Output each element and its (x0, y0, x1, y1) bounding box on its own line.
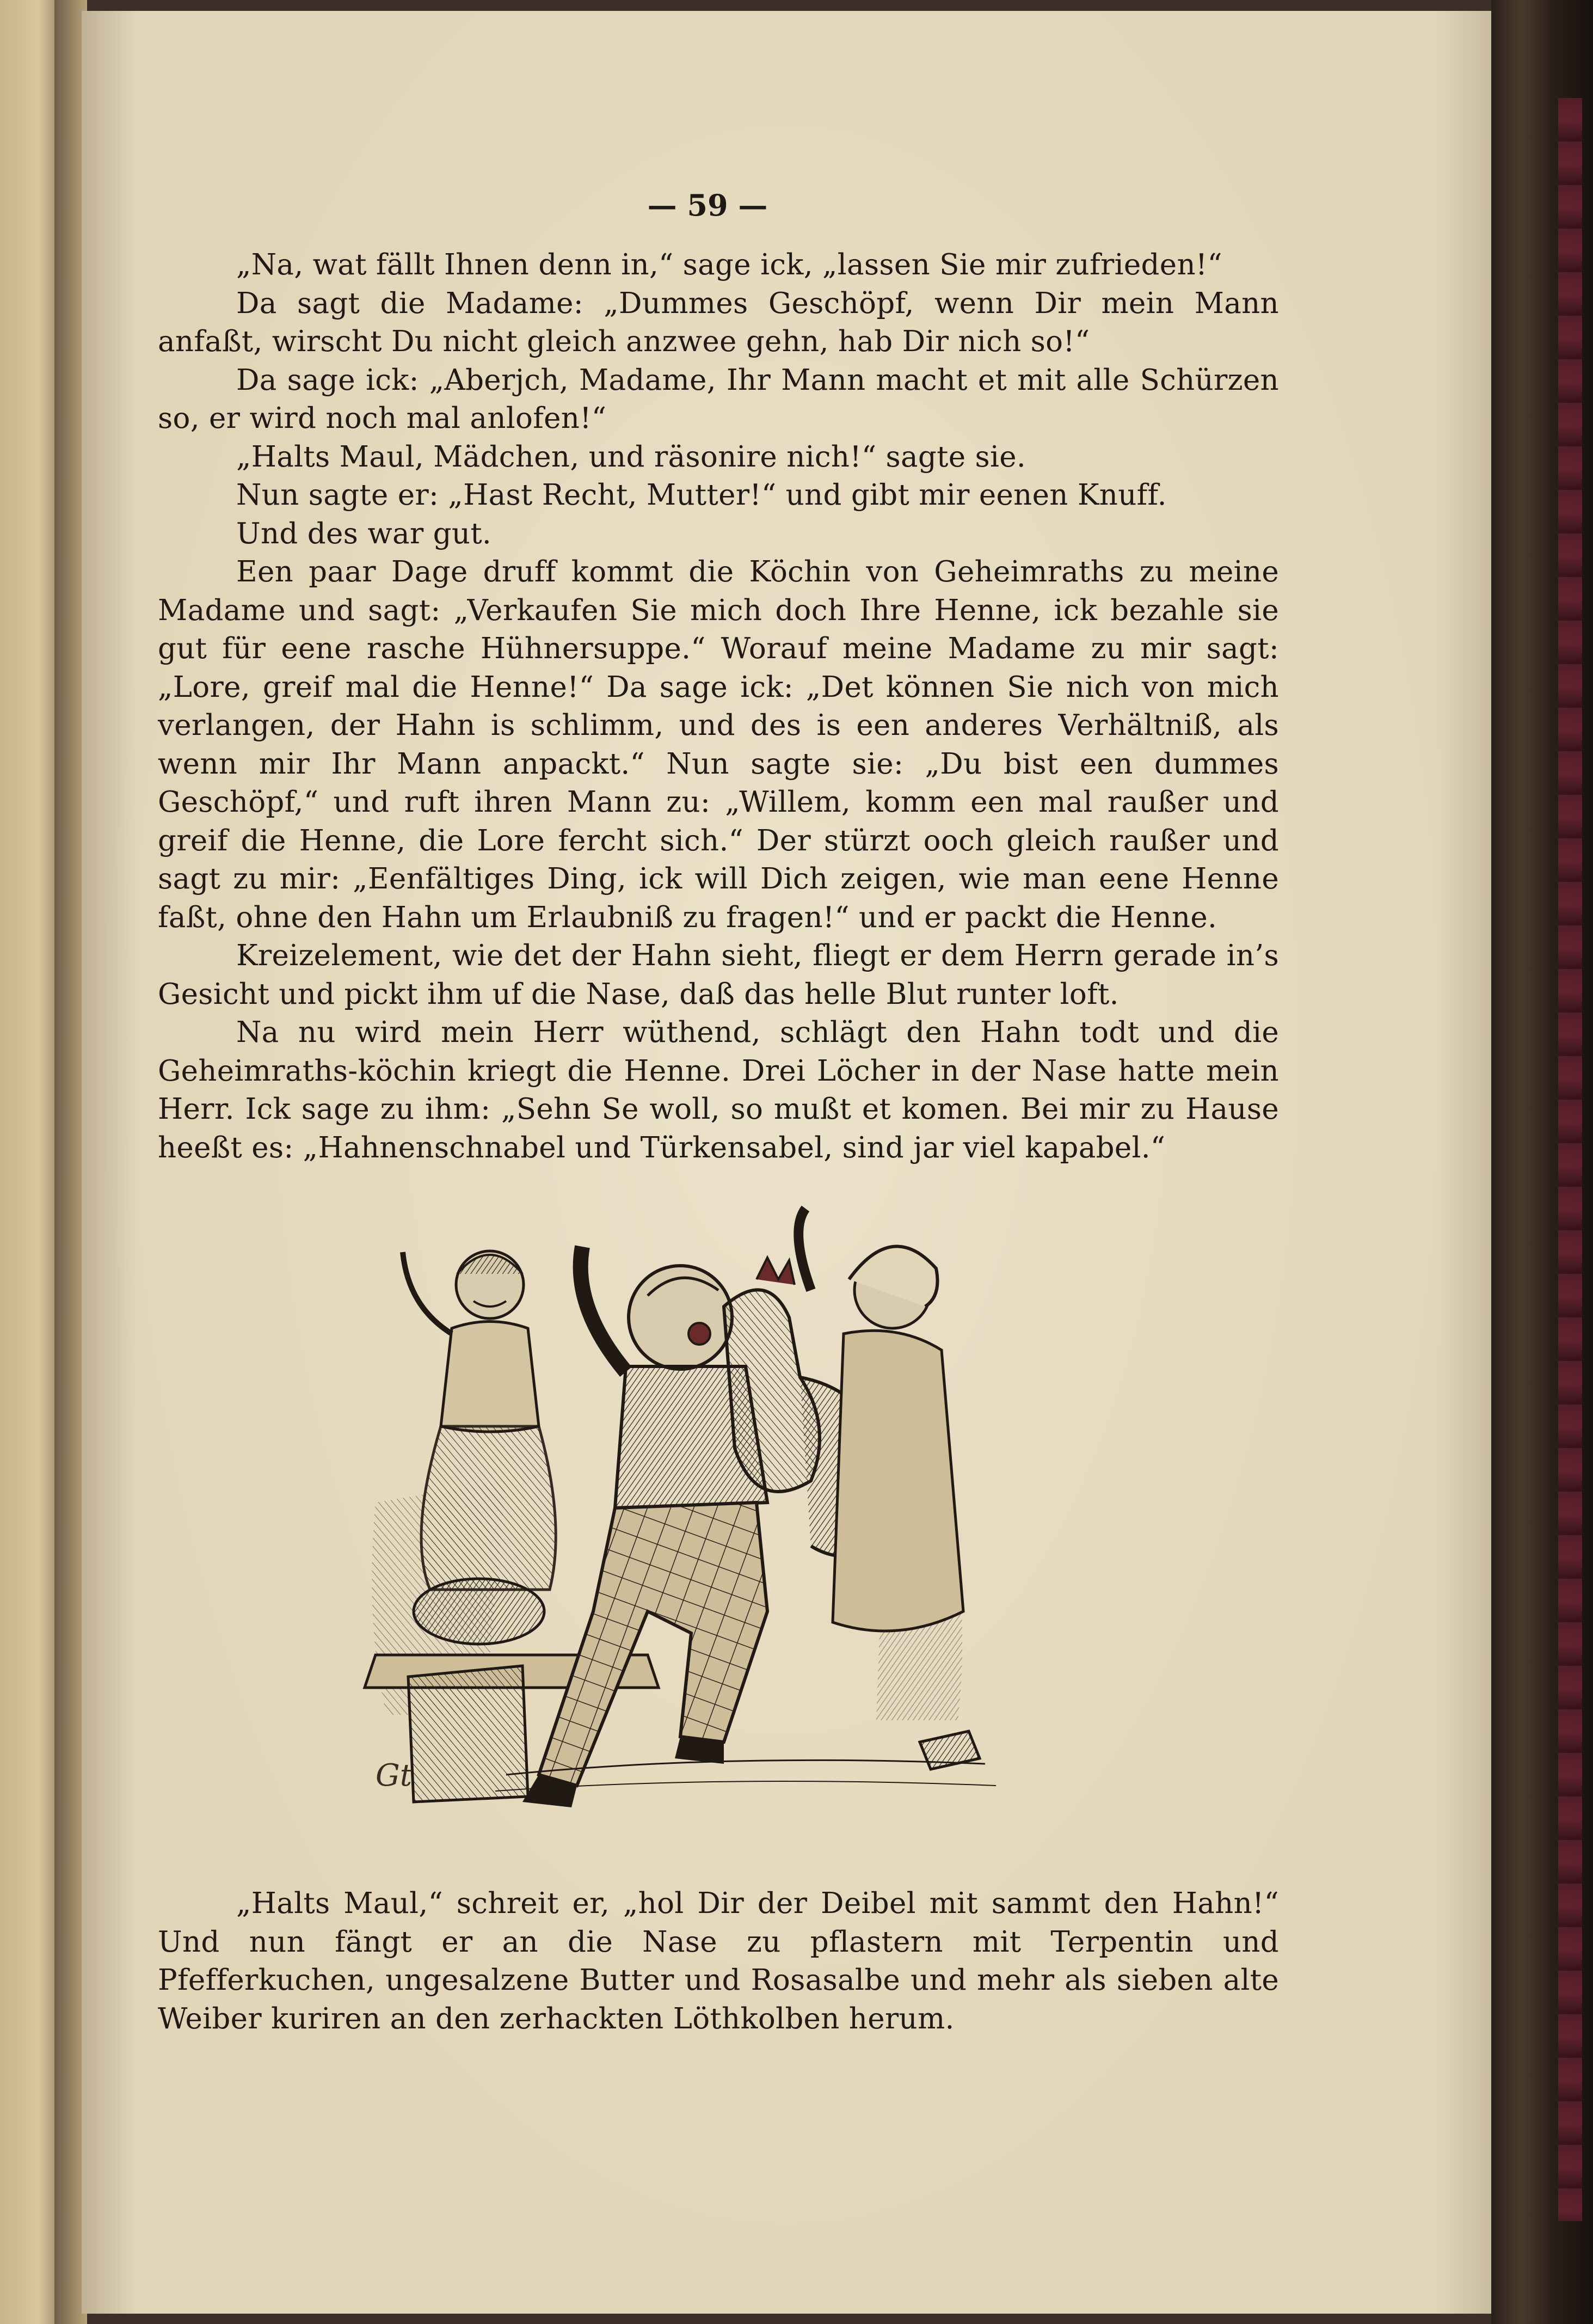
engraving-illustration (343, 1198, 1094, 1813)
text-block-top (158, 246, 1279, 1167)
paragraph: Nun sagte er: „Hast Recht, Mutter!“ und gibt mir eenen Knuff. (236, 479, 1167, 512)
illustration-figure (343, 1198, 1094, 1813)
paragraph: Na nu wird mein Herr wüthend, schlägt den Hahn todt und die Geheimraths-köchin kriegt die Henne. Drei Löcher in der Nase hatte mein Herr. Ick sage zu ihm: „Sehn Se woll, so mußt et komen. Bei mir zu Hause heeßt es: „Hahnenschnabel und Türkensabel, sind jar viel kapabel.“ (158, 1016, 1279, 1164)
page-block-edge (1558, 98, 1582, 2221)
page-number: — 59 — (647, 188, 768, 223)
paragraph: „Na, wat fällt Ihnen denn in,“ sage ick, „lassen Sie mir zufrieden!“ (236, 248, 1222, 281)
paragraph: „Halts Maul, Mädchen, und räsonire nich!“ sagte sie. (236, 440, 1026, 474)
paragraph: Een paar Dage druff kommt die Köchin von Geheimraths zu meine Madame und sagt: „Verkaufen Sie mich doch Ihre Henne, ick bezahle sie gut für eene rasche Hühnersuppe.“ Worauf meine Madame zu mir sagt: „Lore, greif mal die Henne!“ Da sage ick: „Det können Sie nich von mich verlangen, der Hahn is schlimm, und des is een anderes Verhältniß, als wenn mir Ihr Mann anpackt.“ Nun sagte sie: „Du bist een dummes Geschöpf,“ und ruft ihren Mann zu: „Willem, komm een mal raußer und greif die Henne, die Lore fercht sich.“ Der stürzt ooch gleich raußer und sagt zu mir: „Eenfältiges Ding, ick will Dich zeigen, wie man eene Henne faßt, ohne den Hahn um Erlaubniß zu fragen!“ und er packt die Henne. (158, 555, 1279, 934)
book-cover-edge (1491, 0, 1593, 2324)
maid-figure (403, 1251, 556, 1590)
paragraph: Und des war gut. (236, 517, 492, 550)
paragraph: Da sage ick: „Aberjch, Madame, Ihr Mann macht et mit alle Schürzen so, er wird noch mal anlofen!“ (158, 363, 1279, 435)
chair (408, 1666, 528, 1802)
paragraph: Kreizelement, wie det der Hahn sieht, fliegt er dem Herrn gerade in’s Gesicht und pickt ihm uf die Nase, daß das helle Blut runter loft. (158, 939, 1279, 1011)
engraver-signature: Gt (376, 1758, 413, 1793)
text-block-bottom (158, 1885, 1279, 2038)
paragraph: Da sagt die Madame: „Dummes Geschöpf, wenn Dir mein Mann anfaßt, wirscht Du nicht gleich anzwee gehn, hab Dir nich so!“ (158, 286, 1279, 358)
paragraph: „Halts Maul,“ schreit er, „hol Dir der Deibel mit sammt den Hahn!“ Und nun fängt er an die Nase zu pflastern mit Terpentin und Pfefferkuchen, ungesalzene Butter und Rosasalbe und mehr als sieben alte Weiber kuriren an den zerhackten Löthkolben herum. (158, 1887, 1279, 2035)
